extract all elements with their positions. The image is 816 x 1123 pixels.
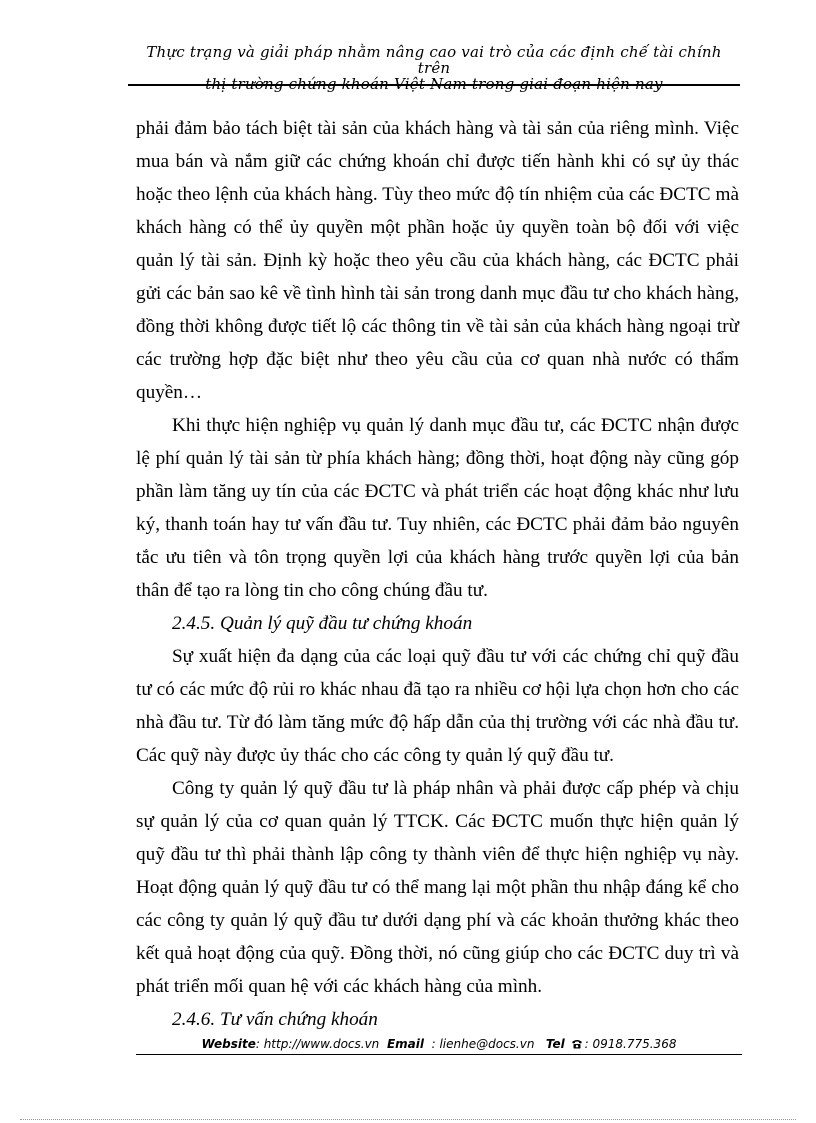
paragraph-fund-diversity: Sự xuất hiện đa dạng của các loại quỹ đầu tư với các chứng chỉ quỹ đầu tư có các mức độ rủi ro khác nhau đã tạo ra nhiều cơ hội lựa chọn hơn cho các nhà đầu tư. Từ đó làm tăng mức độ hấp dẫn của thị trường với các nhà đầu tư. Các quỹ này được ủy thác cho các công ty quản lý quỹ đầu tư.	[136, 646, 739, 766]
document-body	[136, 112, 739, 1036]
paragraph-asset-separation: phải đảm bảo tách biệt tài sản của khách hàng và tài sản của riêng mình. Việc mua bán và nắm giữ các chứng khoán chỉ được tiến hành khi có sự ủy thác hoặc theo lệnh của khách hàng. Tùy theo mức độ tín nhiệm của các ĐCTC mà khách hàng có thể ủy quyền một phần hoặc ủy quyền toàn bộ đối với việc quản lý tài sản. Định kỳ hoặc theo yêu cầu của khách hàng, các ĐCTC phải gửi các bản sao kê về tình hình tài sản trong danh mục đầu tư cho khách hàng, đồng thời không được tiết lộ các thông tin về tài sản của khách hàng ngoại trừ các trường hợp đặc biệt như theo yêu cầu của cơ quan nhà nước có thẩm quyền…	[136, 118, 739, 403]
telephone-icon	[571, 1037, 583, 1047]
footer-website-link[interactable]: : http://www.docs.vn	[255, 1037, 380, 1051]
header-title-line-1: Thực trạng và giải pháp nhằm nâng cao vai trò của các định chế tài chính trên	[146, 43, 722, 77]
footer-email-link[interactable]: : lienhe@docs.vn	[431, 1037, 535, 1051]
paragraph-portfolio-fees: Khi thực hiện nghiệp vụ quản lý danh mục đầu tư, các ĐCTC nhận được lệ phí quản lý tài sản từ phía khách hàng; đồng thời, hoạt động này cũng góp phần làm tăng uy tín của các ĐCTC và phát triển các hoạt động khác như lưu ký, thanh toán hay tư vấn đầu tư. Tuy nhiên, các ĐCTC phải đảm bảo nguyên tắc ưu tiên và tôn trọng quyền lợi của khách hàng trước quyền lợi của bản thân để tạo ra lòng tin cho công chúng đầu tư.	[136, 415, 739, 601]
section-heading-securities-advisory: 2.4.6. Tư vấn chứng khoán	[172, 1009, 378, 1030]
header-title-line-2: thị trường chứng khoán Việt Nam trong giai đoạn hiện nay	[205, 75, 663, 93]
page-footer	[136, 1036, 742, 1052]
footer-tel-value: : 0918.775.368	[584, 1037, 677, 1051]
footer-email-label: Email	[386, 1037, 424, 1051]
footer-website-label: Website	[201, 1037, 256, 1051]
section-heading-fund-management: 2.4.5. Quản lý quỹ đầu tư chứng khoán	[172, 613, 473, 634]
footer-divider	[136, 1054, 742, 1055]
page-bottom-border	[20, 1119, 796, 1120]
header-divider	[128, 84, 740, 86]
paragraph-fund-management-company: Công ty quản lý quỹ đầu tư là pháp nhân và phải được cấp phép và chịu sự quản lý của cơ quan quản lý TTCK. Các ĐCTC muốn thực hiện quản lý quỹ đầu tư thì phải thành lập công ty thành viên để thực hiện nghiệp vụ này. Hoạt động quản lý quỹ đầu tư có thể mang lại một phần thu nhập đáng kể cho các công ty quản lý quỹ đầu tư dưới dạng phí và các khoản thưởng khác theo kết quả hoạt động của quỹ. Đồng thời, nó cũng giúp cho các ĐCTC duy trì và phát triển mối quan hệ với các khách hàng của mình.	[136, 778, 739, 997]
footer-tel-label: Tel	[545, 1037, 565, 1051]
